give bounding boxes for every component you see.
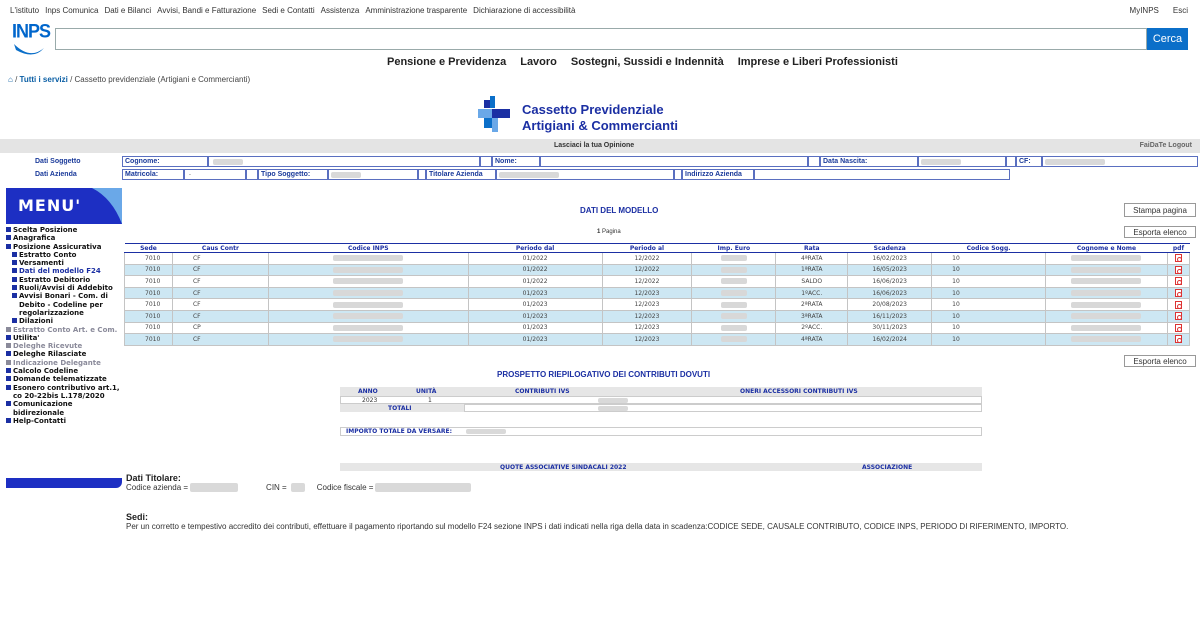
cognome-nome-cell: [1046, 287, 1168, 299]
column-header: Sede: [125, 244, 173, 253]
redacted-value: [1071, 290, 1141, 296]
imp-euro-cell: [692, 334, 776, 346]
periodo-dal-cell: 01/2022: [468, 276, 602, 288]
pdf-icon[interactable]: [1175, 289, 1182, 297]
menu-bullet-icon: [12, 318, 17, 323]
caus-cell: CF: [172, 299, 268, 311]
menu-bullet-icon: [6, 368, 11, 373]
pdf-cell[interactable]: [1167, 299, 1189, 311]
periodo-al-cell: 12/2022: [602, 264, 692, 276]
imp-euro-cell: [692, 310, 776, 322]
menu-item[interactable]: [6, 417, 124, 425]
imp-euro-cell: [692, 299, 776, 311]
myinps-link[interactable]: MyINPS: [1129, 6, 1159, 15]
menu-item-label: Deleghe Rilasciate: [13, 350, 87, 359]
codice-sogg-cell: 10: [932, 299, 1046, 311]
periodo-al-cell: 12/2023: [602, 299, 692, 311]
pdf-cell[interactable]: [1167, 253, 1189, 265]
column-header: Cognome e Nome: [1046, 244, 1168, 253]
imp-euro-cell: [692, 253, 776, 265]
pdf-icon[interactable]: [1175, 254, 1182, 262]
inps-logo[interactable]: [12, 22, 52, 64]
rata-cell: 4ªRATA: [776, 334, 848, 346]
menu-item-label: Calcolo Codeline: [13, 367, 79, 376]
cognome-value: [208, 156, 480, 167]
redacted-value: [1071, 313, 1141, 319]
top-link[interactable]: Dichiarazione di accessibilità: [473, 6, 576, 15]
menu-item[interactable]: [6, 350, 124, 358]
breadcrumb-tutti-servizi[interactable]: Tutti i servizi: [19, 75, 68, 84]
sidebar-menu: [6, 188, 122, 488]
periodo-al-cell: 12/2023: [602, 334, 692, 346]
periodo-al-cell: 12/2022: [602, 276, 692, 288]
dati-soggetto-row: [0, 156, 1200, 169]
menu-item[interactable]: [6, 367, 124, 375]
codice-inps-cell: [268, 253, 468, 265]
dati-titolare-title: Dati Titolare:: [126, 473, 181, 483]
redacted-value: [333, 325, 403, 331]
tipo-soggetto-value: [328, 169, 418, 180]
column-header: Rata: [776, 244, 848, 253]
menu-item-label: Deleghe Ricevute: [13, 342, 83, 351]
menu-title: MENU': [18, 196, 82, 215]
top-right-links: [1130, 6, 1188, 15]
scadenza-cell: 16/11/2023: [848, 310, 932, 322]
imp-euro-cell: [692, 276, 776, 288]
codice-fiscale-label: Codice fiscale =: [316, 483, 374, 492]
caus-cell: CF: [172, 310, 268, 322]
redacted-value: [721, 278, 747, 284]
menu-item[interactable]: [6, 334, 124, 342]
titolare-azienda-value: [496, 169, 674, 180]
breadcrumb-current: / Cassetto previdenziale (Artigiani e Commercianti): [67, 75, 251, 84]
table-row[interactable]: [125, 299, 1190, 311]
cassetto-header: [474, 96, 678, 134]
table-row[interactable]: [125, 310, 1190, 322]
dati-modello-table: [124, 243, 1190, 346]
menu-item[interactable]: [6, 284, 124, 292]
cognome-nome-cell: [1046, 253, 1168, 265]
pdf-icon[interactable]: [1175, 277, 1182, 285]
top-navigation: [0, 0, 1200, 20]
imp-euro-cell: [692, 264, 776, 276]
periodo-dal-cell: 01/2023: [468, 310, 602, 322]
menu-pensione[interactable]: Pensione e Previdenza: [387, 56, 507, 68]
search-button[interactable]: Cerca: [1147, 28, 1188, 50]
redacted-value: [333, 290, 403, 296]
table-row[interactable]: [125, 322, 1190, 334]
redacted-value: [333, 267, 403, 273]
menu-bullet-icon: [6, 235, 11, 240]
menu-item[interactable]: [6, 400, 124, 417]
associazione-label: ASSOCIAZIONE: [862, 464, 913, 471]
top-link[interactable]: Avvisi, Bandi e Fatturazione: [157, 6, 257, 15]
top-link[interactable]: Assistenza: [320, 6, 360, 15]
cognome-nome-cell: [1046, 310, 1168, 322]
periodo-al-cell: 12/2023: [602, 322, 692, 334]
esporta-elenco-button[interactable]: Esporta elenco: [1124, 226, 1196, 238]
top-links: [10, 6, 575, 15]
menu-item[interactable]: [6, 384, 124, 401]
column-header: Imp. Euro: [692, 244, 776, 253]
totali-value-redacted: [598, 406, 628, 411]
esci-link[interactable]: Esci: [1172, 6, 1188, 15]
table-body: [125, 253, 1190, 346]
redacted-value: [1071, 267, 1141, 273]
oneri-header: ONERI ACCESSORI CONTRIBUTI IVS: [740, 388, 858, 395]
totali-label: TOTALI: [388, 405, 412, 412]
sedi-title: Sedi:: [126, 512, 149, 522]
caus-cell: CF: [172, 253, 268, 265]
pdf-icon[interactable]: [1175, 266, 1182, 274]
periodo-al-cell: 12/2022: [602, 253, 692, 265]
menu-bullet-icon: [6, 360, 11, 365]
sede-cell: 7010: [125, 334, 173, 346]
codice-sogg-cell: 10: [932, 276, 1046, 288]
dati-azienda-label: Dati Azienda: [35, 171, 77, 178]
menu-item-label: Utilita': [13, 333, 40, 342]
menu-bullet-icon: [6, 385, 11, 390]
periodo-dal-cell: 01/2022: [468, 264, 602, 276]
menu-item[interactable]: [6, 292, 124, 317]
search-input[interactable]: [55, 28, 1147, 50]
menu-footer: [6, 478, 122, 488]
periodo-dal-cell: 01/2023: [468, 322, 602, 334]
redacted-value: [1071, 325, 1141, 331]
scadenza-cell: 20/08/2023: [848, 299, 932, 311]
menu-item-label: Estratto Conto: [19, 250, 77, 259]
faidate-logout-link[interactable]: FaiDaTe Logout: [1139, 142, 1192, 149]
cognome-nome-cell: [1046, 322, 1168, 334]
sede-cell: 7010: [125, 264, 173, 276]
menu-item-label: Dati del modello F24: [19, 267, 101, 276]
pdf-icon[interactable]: [1175, 335, 1182, 343]
matricola-value: .: [184, 169, 246, 180]
dati-modello-title: DATI DEL MODELLO: [580, 206, 659, 215]
column-header: Periodo dal: [468, 244, 602, 253]
prospetto-title: PROSPETTO RIEPILOGATIVO DEI CONTRIBUTI DOVUTI: [497, 370, 711, 379]
rata-cell: 1ªRATA: [776, 264, 848, 276]
menu-bullet-icon: [12, 293, 17, 298]
cognome-label: Cognome:: [122, 156, 208, 167]
menu-item[interactable]: [6, 267, 124, 275]
dati-azienda-row: [0, 169, 1200, 182]
menu-item-label: Dilazioni: [19, 317, 53, 326]
nome-label: Nome:: [492, 156, 540, 167]
scadenza-cell: 16/06/2023: [848, 276, 932, 288]
pdf-cell[interactable]: [1167, 264, 1189, 276]
menu-imprese[interactable]: Imprese e Liberi Professionisti: [737, 56, 898, 68]
codice-fiscale-redacted: [375, 483, 471, 492]
codice-sogg-cell: 10: [932, 322, 1046, 334]
pdf-cell[interactable]: [1167, 287, 1189, 299]
stampa-pagina-button[interactable]: Stampa pagina: [1124, 203, 1196, 217]
dati-soggetto-label: Dati Soggetto: [35, 158, 81, 165]
menu-item-label: Estratto Debitorio: [19, 275, 91, 284]
rata-cell: SALDO: [776, 276, 848, 288]
top-link[interactable]: Sedi e Contatti: [262, 6, 315, 15]
nome-value: [540, 156, 808, 167]
column-header: Caus Contr: [172, 244, 268, 253]
cf-label: CF:: [1016, 156, 1042, 167]
periodo-dal-cell: 01/2023: [468, 287, 602, 299]
redacted-value: [1071, 336, 1141, 342]
redacted-value: [1071, 278, 1141, 284]
home-icon[interactable]: ⌂: [8, 75, 13, 84]
sede-cell: 7010: [125, 253, 173, 265]
esporta-elenco-button-2[interactable]: Esporta elenco: [1124, 355, 1196, 367]
indirizzo-azienda-label: Indirizzo Azienda: [682, 169, 754, 180]
caus-cell: CF: [172, 334, 268, 346]
data-nascita-label: Data Nascita:: [820, 156, 918, 167]
menu-item[interactable]: [6, 359, 124, 367]
codice-sogg-cell: 10: [932, 287, 1046, 299]
table-row[interactable]: [125, 287, 1190, 299]
codice-inps-cell: [268, 276, 468, 288]
top-link[interactable]: Amministrazione trasparente: [365, 6, 468, 15]
codice-sogg-cell: 10: [932, 310, 1046, 322]
sede-cell: 7010: [125, 310, 173, 322]
redacted-value: [333, 336, 403, 342]
unita-header: UNITÀ: [416, 388, 437, 395]
periodo-dal-cell: 01/2023: [468, 334, 602, 346]
menu-item[interactable]: [6, 234, 124, 242]
tipo-soggetto-label: Tipo Soggetto:: [258, 169, 328, 180]
sedi-section: [126, 512, 1176, 532]
redacted-value: [721, 267, 747, 273]
table-row[interactable]: [125, 334, 1190, 346]
caus-cell: CF: [172, 264, 268, 276]
indirizzo-azienda-value: [754, 169, 1010, 180]
imp-euro-cell: [692, 287, 776, 299]
menu-bullet-icon: [6, 327, 11, 332]
menu-bullet-icon: [6, 351, 11, 356]
unita-value: 1: [428, 397, 432, 404]
redacted-value: [721, 302, 747, 308]
caus-cell: CP: [172, 322, 268, 334]
pagina-indicator: 1 Pagina: [597, 229, 621, 235]
scadenza-cell: 16/05/2023: [848, 264, 932, 276]
menu-bullet-icon: [12, 252, 17, 257]
menu-item-label: Help-Contatti: [13, 416, 67, 425]
contributi-ivs-header: CONTRIBUTI IVS: [515, 388, 570, 395]
menu-item-label: Anagrafica: [13, 234, 56, 243]
menu-bullet-icon: [6, 401, 11, 406]
redacted-value: [1071, 302, 1141, 308]
importo-value-redacted: [466, 429, 506, 434]
menu-item-label: Esonero contributivo art.1, co 20-22bis L.178/2020: [13, 383, 120, 400]
imp-euro-cell: [692, 322, 776, 334]
menu-item-label: Indicazione Delegante: [13, 358, 101, 367]
cognome-nome-cell: [1046, 276, 1168, 288]
top-link[interactable]: Dati e Bilanci: [104, 6, 152, 15]
menu-bullet-icon: [12, 268, 17, 273]
breadcrumb: ⌂ / Tutti i servizi / Cassetto previdenziale (Artigiani e Commercianti): [8, 75, 251, 84]
pdf-cell[interactable]: [1167, 334, 1189, 346]
periodo-dal-cell: 01/2022: [468, 253, 602, 265]
menu-item-label: Estratto Conto Art. e Com.: [13, 325, 118, 334]
importo-label: IMPORTO TOTALE DA VERSARE:: [346, 428, 452, 435]
pdf-cell[interactable]: [1167, 310, 1189, 322]
pdf-icon[interactable]: [1175, 324, 1182, 332]
redacted-value: [333, 302, 403, 308]
menu-lavoro[interactable]: Lavoro: [520, 56, 557, 68]
cassetto-logo-icon: [474, 96, 514, 134]
menu-sostegni[interactable]: Sostegni, Sussidi e Indennità: [570, 56, 724, 68]
codice-inps-cell: [268, 299, 468, 311]
periodo-dal-cell: 01/2023: [468, 299, 602, 311]
dati-titolare-row: [126, 483, 471, 492]
codice-inps-cell: [268, 287, 468, 299]
redacted-value: [721, 313, 747, 319]
menu-bullet-icon: [12, 277, 17, 282]
redacted-value: [721, 336, 747, 342]
redacted-value: [333, 255, 403, 261]
menu-item-label: Posizione Assicurativa: [13, 242, 102, 251]
codice-inps-cell: [268, 264, 468, 276]
periodo-al-cell: 12/2023: [602, 310, 692, 322]
sede-cell: 7010: [125, 299, 173, 311]
sede-cell: 7010: [125, 322, 173, 334]
codice-inps-cell: [268, 322, 468, 334]
column-header: Periodo al: [602, 244, 692, 253]
opinion-bar: [0, 139, 1200, 153]
pdf-cell[interactable]: [1167, 322, 1189, 334]
ivs-value-redacted: [598, 398, 628, 403]
menu-header-swoosh: [92, 188, 122, 224]
menu-item[interactable]: [6, 375, 124, 383]
anno-header: ANNO: [358, 388, 378, 395]
cognome-nome-cell: [1046, 334, 1168, 346]
column-header: Codice Sogg.: [932, 244, 1046, 253]
pdf-icon[interactable]: [1175, 301, 1182, 309]
menu-item[interactable]: [6, 243, 124, 251]
menu-bullet-icon: [12, 285, 17, 290]
rata-cell: 4ªRATA: [776, 253, 848, 265]
inps-logo-swoosh: [12, 40, 52, 60]
menu-item[interactable]: [6, 317, 124, 325]
redacted-value: [721, 325, 747, 331]
opinion-link[interactable]: Lasciaci la tua Opinione: [554, 142, 635, 149]
cassetto-title: Cassetto Previdenziale Artigiani & Commercianti: [522, 102, 679, 133]
sedi-text: Per un corretto e tempestivo accredito dei contributi, effettuare il pagamento riportando sul modello F24 sezione INPS i dati indicati nella riga della data in scadenza:CODICE SEDE, CAUSALE CONTRIBUTO, CODICE INPS, PERIODO DI RIFERIMENTO, IMPORTO.: [126, 522, 1069, 531]
matricola-label: Matricola:: [122, 169, 184, 180]
quote-label: QUOTE ASSOCIATIVE SINDACALI 2022: [500, 464, 627, 471]
table-row[interactable]: [125, 264, 1190, 276]
column-header: pdf: [1167, 244, 1189, 253]
main-menu: [387, 56, 898, 68]
redacted-value: [333, 313, 403, 319]
caus-cell: CF: [172, 276, 268, 288]
redacted-value: [721, 255, 747, 261]
anno-value: 2023: [362, 397, 378, 404]
cin-label: CIN =: [266, 483, 287, 492]
menu-item[interactable]: [6, 276, 124, 284]
top-link[interactable]: L'istituto: [10, 6, 40, 15]
menu-bullet-icon: [6, 343, 11, 348]
inps-logo-text: INPS: [12, 20, 51, 42]
codice-sogg-cell: 10: [932, 264, 1046, 276]
cognome-nome-cell: [1046, 299, 1168, 311]
caus-cell: CF: [172, 287, 268, 299]
menu-item-label: Avvisi Bonari - Com. di Debito - Codeline per regolarizzazione: [19, 292, 108, 317]
prospetto-data-row: [340, 396, 982, 404]
menu-bullet-icon: [6, 335, 11, 340]
codice-sogg-cell: 10: [932, 334, 1046, 346]
sede-cell: 7010: [125, 287, 173, 299]
cognome-nome-cell: [1046, 264, 1168, 276]
cin-redacted: [291, 483, 305, 492]
data-nascita-value: [918, 156, 1006, 167]
table-header: [125, 244, 1190, 253]
redacted-value: [333, 278, 403, 284]
scadenza-cell: 16/02/2024: [848, 334, 932, 346]
menu-bullet-icon: [6, 244, 11, 249]
menu-item[interactable]: [6, 251, 124, 259]
rata-cell: 2ªRATA: [776, 299, 848, 311]
menu-bullet-icon: [6, 418, 11, 423]
menu-bullet-icon: [6, 227, 11, 232]
menu-item-label: Domande telematizzate: [13, 375, 107, 384]
menu-item[interactable]: [6, 326, 124, 334]
top-link[interactable]: Inps Comunica: [45, 6, 99, 15]
menu-bullet-icon: [12, 260, 17, 265]
menu-bullet-icon: [6, 376, 11, 381]
codice-azienda-redacted: [190, 483, 238, 492]
menu-item[interactable]: [6, 259, 124, 267]
codice-inps-cell: [268, 310, 468, 322]
menu-item-label: Ruoli/Avvisi di Addebito: [19, 284, 113, 293]
rata-cell: 1ºACC.: [776, 287, 848, 299]
menu-item[interactable]: [6, 226, 124, 234]
table-row[interactable]: [125, 276, 1190, 288]
periodo-al-cell: 12/2023: [602, 287, 692, 299]
scadenza-cell: 30/11/2023: [848, 322, 932, 334]
rata-cell: 3ªRATA: [776, 310, 848, 322]
sede-cell: 7010: [125, 276, 173, 288]
codice-azienda-label: Codice azienda =: [126, 483, 189, 492]
table-row[interactable]: [125, 253, 1190, 265]
scadenza-cell: 16/02/2023: [848, 253, 932, 265]
codice-sogg-cell: 10: [932, 253, 1046, 265]
titolare-azienda-label: Titolare Azienda: [426, 169, 496, 180]
rata-cell: 2ºACC.: [776, 322, 848, 334]
scadenza-cell: 16/06/2023: [848, 287, 932, 299]
redacted-value: [1071, 255, 1141, 261]
cf-value: [1042, 156, 1198, 167]
menu-item-label: Comunicazione bidirezionale: [13, 400, 73, 417]
codice-inps-cell: [268, 334, 468, 346]
column-header: Scadenza: [848, 244, 932, 253]
menu-item-label: Versamenti: [19, 259, 64, 268]
pdf-icon[interactable]: [1175, 312, 1182, 320]
menu-item-label: Scelta Posizione: [13, 226, 78, 234]
pdf-cell[interactable]: [1167, 276, 1189, 288]
menu-list: [6, 226, 124, 425]
redacted-value: [721, 290, 747, 296]
menu-item[interactable]: [6, 342, 124, 350]
column-header: Codice INPS: [268, 244, 468, 253]
menu-header: [6, 188, 122, 224]
